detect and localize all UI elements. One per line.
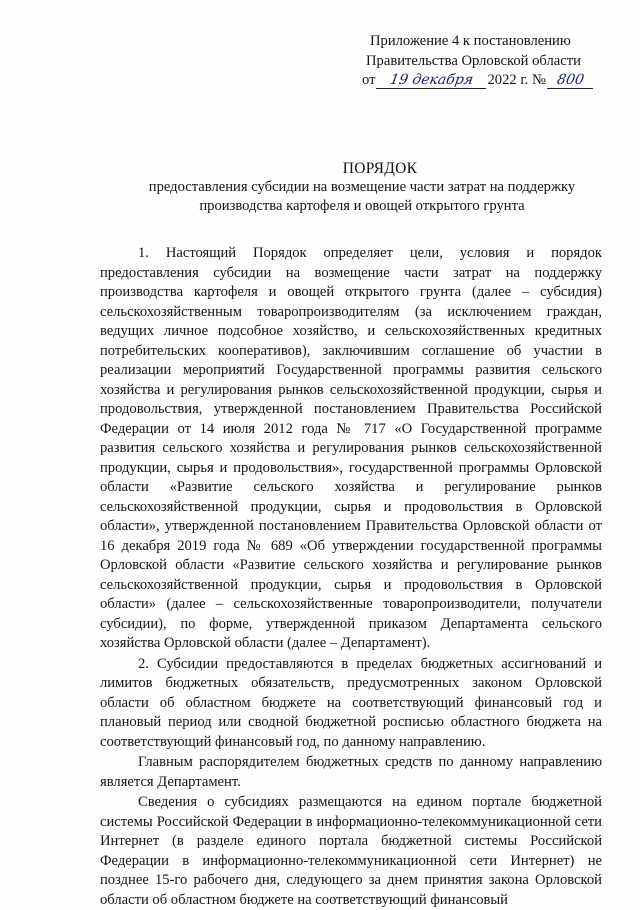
appendix-header: [362, 32, 602, 91]
document-title: ПОРЯДОК: [342, 160, 418, 177]
paragraph-3: Главным распорядителем бюджетных средств по данному направлению является Департамент.: [100, 754, 602, 790]
handwritten-date: 19 декабря: [378, 71, 484, 91]
paragraph-4: Сведения о субсидиях размещаются на едином портале бюджетной системы Российской Федерации в информационно-телекоммуникационной сети Интернет (в разделе единого портала бюджетной системы Российской Федерации в информационно-телекоммуникационной сети Интернет) не позднее 15-го рабочего дня, следующего за днем принятия закона Орловской области об областном бюджете на соответствующий финансовый: [100, 794, 602, 908]
appendix-date-line: [362, 71, 602, 91]
document-body: [100, 244, 602, 910]
appendix-line-1: Приложение 4 к постановлению: [370, 33, 571, 49]
document-subtitle: предоставления субсидии на возмещение части затрат на поддержку производства картофеля и овощей открытого грунта: [148, 179, 576, 214]
paragraph-2: 2. Субсидии предоставляются в пределах бюджетных ассигнований и лимитов бюджетных обязательств, предусмотренных законом Орловской области об областном бюджете на соответствующий финансовый год и плановый период или сводной бюджетной росписью областного бюджета на соответствующий финансовый год, по данному направлению.: [100, 655, 602, 750]
date-prefix: от: [362, 72, 376, 88]
handwritten-number: 800: [549, 71, 591, 91]
year-number-label: 2022 г. №: [487, 72, 546, 88]
paragraph-1: 1. Настоящий Порядок определяет цели, условия и порядок предоставления субсидии на возмещение части затрат на поддержку производства картофеля и овощей открытого грунта (далее – субсидия) сельскохозяйственным товаропроизводителям (за исключением граждан, ведущих личное подсобное хозяйство, и сельскохозяйственных кредитных потребительских кооперативов), заключившим соглашение об участии в реализации мероприятий Государственной программы развития сельского хозяйства и регулирования рынков сельскохозяйственной продукции, сырья и продовольствия, утвержденной постановлением Правительства Российской Федерации от 14 июля 2012 года № 717 «О Государственной программе развития сельского хозяйства и регулирования рынков сельскохозяйственной продукции, сырья и продовольствия», государственной программы Орловской области «Развитие сельского хозяйства и регулирование рынков сельскохозяйственной продукции, сырья и продовольствия в Орловской области», утвержденной постановлением Правительства Орловской области от 16 декабря 2019 года № 689 «Об утверждении государственной программы Орловской области «Развитие сельского хозяйства и регулирование рынков сельскохозяйственной продукции, сырья и продовольствия в Орловской области» (далее – сельскохозяйственные товаропроизводители, получатели субсидии), по форме, утвержденной приказом Департамента сельского хозяйства Орловской области (далее – Департамент).: [100, 245, 602, 651]
appendix-line-2: Правительства Орловской области: [366, 52, 581, 69]
